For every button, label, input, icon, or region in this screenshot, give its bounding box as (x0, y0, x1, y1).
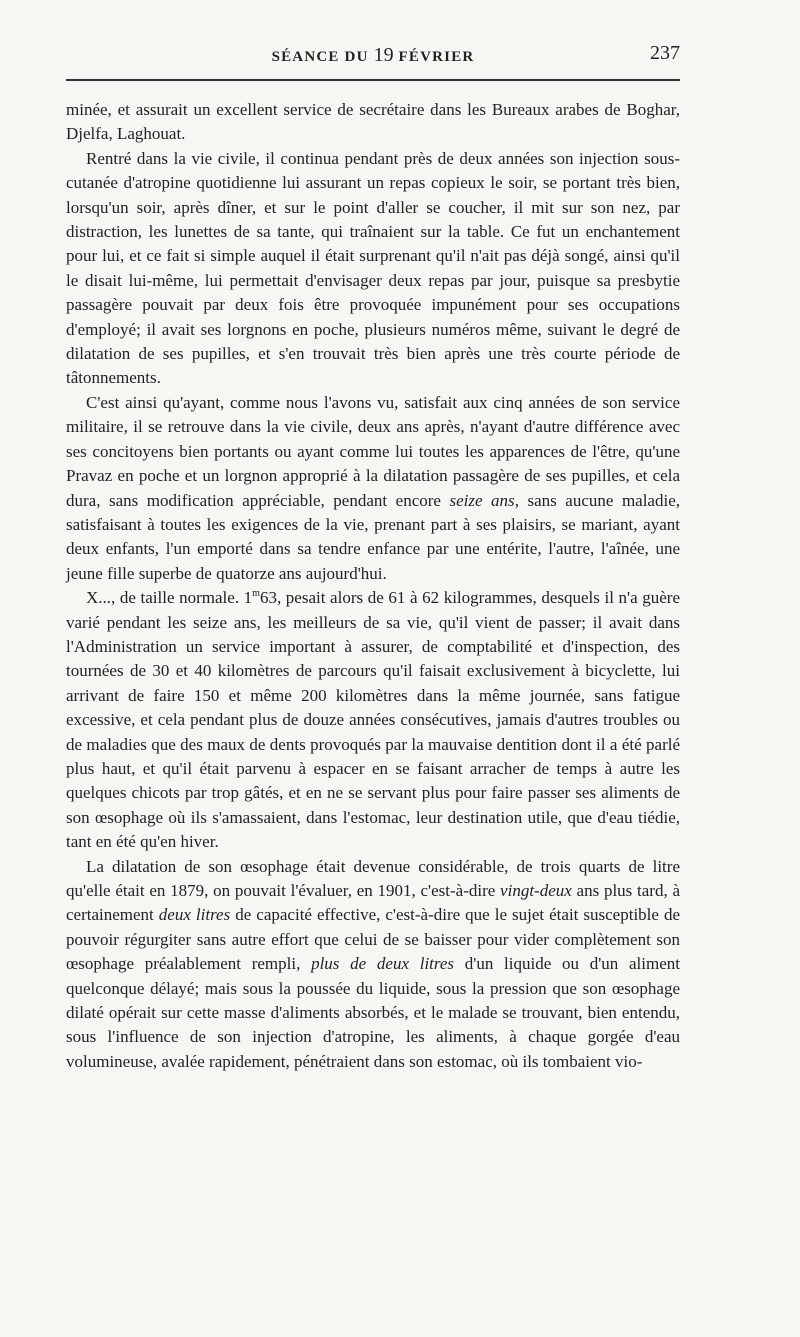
paragraph-3 (66, 391, 680, 586)
unit-superscript: m (252, 588, 260, 600)
paragraph-text: X..., de taille normale. 1 (86, 588, 253, 608)
running-title-prefix: SÉANCE DU (271, 49, 374, 65)
paragraph-text: minée, et assurait un excellent service de secrétaire dans les Bureaux arabes de Boghar, Djelfa, Laghouat. (66, 100, 680, 144)
paragraph-text: de capacité effective, c'est-à-dire que le sujet était susceptible de pouvoir régurgiter sans autre effort que celui de se baisser pour vider complètement son œsophage préalablement rempli, (66, 905, 681, 974)
running-title-day: 19 (373, 44, 394, 66)
paragraph-text: ans plus tard, à certainement (66, 881, 680, 925)
paragraph-text: La dilatation de son œsophage était devenue considérable, de trois quarts de litre qu'elle était en 1879, on pouvait l'évaluer, en 1901, c'est-à-dire (66, 856, 680, 900)
italic-phrase: seize ans (449, 490, 515, 510)
page-number: 237 (650, 42, 680, 64)
paragraph-text: d'un liquide ou d'un aliment quelconque délayé; mais sous la poussée du liquide, sous la pression que son œsophage dilaté opérait sur cette masse d'aliments absorbés, et le malade se trouvant, bien entendu, sous l'influence de son injection d'atropine, les aliments, à chaque gorgée d'eau volumineuse, avalée rapidement, pénétraient dans son estomac, où ils tombaient vio- (66, 954, 681, 1071)
running-title (66, 44, 680, 67)
italic-phrase: deux litres (158, 905, 231, 925)
body-text (66, 98, 680, 1074)
paragraph-5 (66, 855, 680, 1075)
paragraph-text: Rentré dans la vie civile, il continua pendant près de deux années son injection sous-cutanée d'atropine quotidienne lui assurant un repas copieux le soir, se portant très bien, lorsqu'un soir, après dîner, et sur le point d'aller se coucher, il mit sur son nez, par distraction, les lunettes de sa tante, qui traînaient sur la table. Ce fut un enchantement pour lui, et ce fait si simple auquel il était surprenant qu'il n'ait pas déjà songé, ainsi qu'il le disait lui-même, lui permettait d'envisager deux repas par jour, puisque sa presbytie passagère pouvait par deux fois être provoquée impunément pour ses occupations d'employé; il avait ses lorgnons en poche, plusieurs numéros même, suivant le degré de dilatation de ses pupilles, et s'en trouvait très bien après une très courte période de tâtonnements. (66, 148, 680, 388)
paragraph-4 (66, 586, 680, 854)
paragraph-text: C'est ainsi qu'ayant, comme nous l'avons vu, satisfait aux cinq années de son service militaire, il se retrouve dans la vie civile, deux ans après, n'ayant d'autre différence avec ses concitoyens bien portants ou ayant comme lui toutes les apparences de l'être, qu'une Pravaz en poche et un lorgnon approprié à la dilatation passagère de ses pupilles, et cela dura, sans modification appréciable, pendant encore (66, 392, 680, 510)
paragraph-2 (66, 147, 680, 391)
italic-phrase: plus de deux litres (311, 954, 455, 974)
header-rule (66, 79, 680, 81)
running-title-month: FÉVRIER (393, 49, 475, 65)
italic-phrase: vingt-deux (500, 881, 572, 900)
paragraph-1 (66, 98, 680, 147)
paragraph-text: , sans aucune maladie, satisfaisant à toutes les exigences de la vie, prenant part à ses plaisirs, se mariant, ayant deux enfants, l'un emporté dans sa tendre enfance par une entérite, l'autre, l'aînée, une jeune fille superbe de quatorze ans aujourd'hui. (66, 490, 680, 583)
paragraph-text: 63, pesait alors de 61 à 62 kilogrammes, desquels il n'a guère varié pendant les seize ans, les meilleurs de sa vie, qu'il vient de passer; il avait dans l'Administration un service important à assurer, de comptabilité et d'inspection, des tournées de 30 et 40 kilomètres de parcours qu'il faisait exclusivement à bicyclette, lui arrivant de faire 150 et même 200 kilomètres dans la même journée, sans fatigue excessive, et cela pendant plus de douze années consécutives, jamais d'autres troubles ou de maladies que des maux de dents provoqués par la mauvaise dentition dont il a été parlé plus haut, et qu'il était parvenu à espacer en se faisant arracher de temps à autre les quelques chicots par trop gâtés, et en ne se servant plus pour faire passer ses aliments de son œsophage où ils s'amassaient, dans l'estomac, leur destination utile, que d'eau tiédie, tant en été qu'en hiver. (66, 588, 680, 852)
page-header (66, 44, 680, 74)
